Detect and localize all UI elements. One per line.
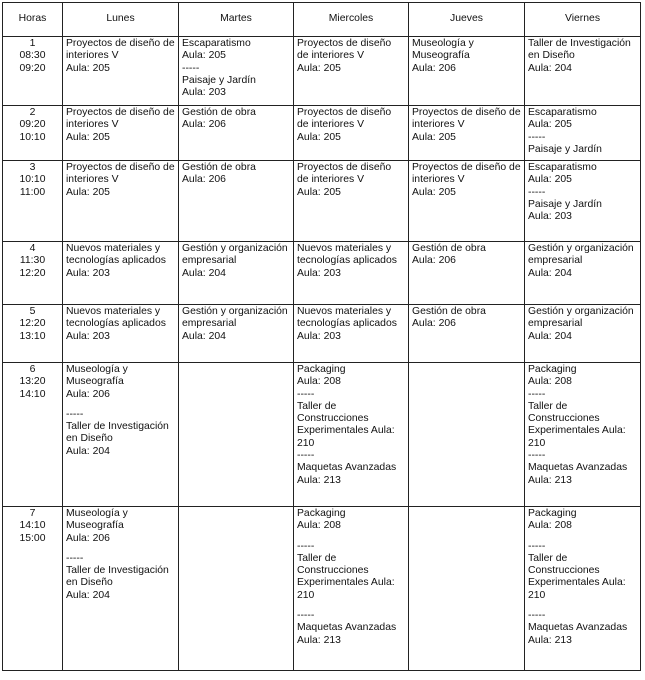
header-miercoles: Miercoles [294, 3, 409, 37]
hour-start: 09:20 [19, 119, 46, 131]
hour-cell [3, 363, 63, 507]
header-jueves: Jueves [409, 3, 525, 37]
aula: Aula: 205 [412, 186, 456, 198]
subject-2: Taller de Construcciones Experimentales Aula: 210 [528, 552, 626, 601]
table-row [3, 106, 641, 161]
subject: Gestión de obra [182, 107, 256, 118]
hour-end: 10:10 [19, 131, 46, 143]
cell-martes-empty [179, 507, 294, 671]
table-row [3, 161, 641, 242]
aula: Aula: 206 [66, 532, 110, 544]
hour-start: 10:10 [19, 174, 46, 186]
header-lunes: Lunes [63, 3, 179, 37]
aula: Aula: 205 [297, 62, 341, 74]
cell-viernes [525, 37, 641, 106]
cell-viernes [525, 161, 641, 242]
subject: Nuevos materiales y tecnologías aplicados [297, 306, 397, 330]
cell-miercoles [294, 507, 409, 671]
subject: Nuevos materiales y tecnologías aplicados [66, 306, 166, 330]
subject: Nuevos materiales y tecnologías aplicados [297, 243, 397, 267]
table-row [3, 242, 641, 305]
aula-3: Aula: 213 [528, 634, 572, 646]
aula: Aula: 205 [297, 186, 341, 198]
subject: Gestión y organización empresarial [182, 306, 288, 330]
subject: Museología y Museografía [66, 364, 128, 388]
cell-lunes [63, 507, 179, 671]
cell-jueves [409, 106, 525, 161]
cell-viernes [525, 106, 641, 161]
subject: Proyectos de diseño de interiores V [297, 162, 392, 186]
hour-end: 15:00 [19, 532, 46, 544]
aula: Aula: 206 [412, 255, 456, 267]
hour-number: 1 [29, 38, 36, 49]
subject-2: Taller de Construcciones Experimentales Aula: 210 [297, 552, 395, 601]
subject-3: Maquetas Avanzadas [528, 622, 628, 634]
aula: Aula: 208 [297, 376, 341, 388]
aula: Aula: 208 [297, 520, 341, 532]
header-viernes: Viernes [525, 3, 641, 37]
subject-2: Paisaje y Jardín [182, 74, 256, 86]
aula-2: Aula: 204 [66, 445, 110, 457]
aula-3: Aula: 213 [528, 474, 572, 486]
cell-viernes [525, 363, 641, 507]
aula: Aula: 203 [66, 267, 110, 279]
cell-jueves-empty [409, 363, 525, 507]
cell-viernes [525, 242, 641, 305]
aula: Aula: 206 [66, 388, 110, 400]
separator-2: ----- [528, 610, 546, 622]
subject-2: Taller de Construcciones Experimentales Aula: 210 [528, 400, 626, 449]
subject: Proyectos de diseño de interiores V [66, 162, 175, 186]
cell-lunes [63, 242, 179, 305]
separator: ----- [66, 552, 84, 564]
hour-start: 08:30 [19, 50, 46, 62]
subject-3: Maquetas Avanzadas [297, 622, 397, 634]
hour-cell [3, 242, 63, 305]
hour-cell [3, 106, 63, 161]
aula: Aula: 205 [66, 62, 110, 74]
cell-viernes [525, 507, 641, 671]
aula: Aula: 205 [297, 131, 341, 143]
subject: Gestión y organización empresarial [182, 243, 288, 267]
subject: Packaging [528, 508, 577, 519]
aula: Aula: 205 [66, 186, 110, 198]
aula: Aula: 203 [66, 330, 110, 342]
separator: ----- [528, 540, 546, 552]
cell-miercoles [294, 37, 409, 106]
subject: Escaparatismo [182, 38, 251, 49]
hour-end: 11:00 [19, 186, 46, 198]
hour-cell [3, 37, 63, 106]
hour-cell [3, 305, 63, 363]
aula: Aula: 205 [182, 50, 226, 62]
header-row [3, 3, 641, 37]
aula: Aula: 205 [66, 131, 110, 143]
subject-2: Taller de Investigación en Diseño [66, 421, 169, 445]
aula: Aula: 208 [528, 520, 572, 532]
header-horas: Horas [3, 3, 63, 37]
cell-jueves-empty [409, 507, 525, 671]
cell-lunes [63, 106, 179, 161]
cell-martes-empty [179, 363, 294, 507]
cell-lunes [63, 37, 179, 106]
hour-cell [3, 161, 63, 242]
subject: Gestión de obra [412, 243, 486, 254]
cell-jueves [409, 161, 525, 242]
cell-miercoles [294, 363, 409, 507]
cell-martes [179, 161, 294, 242]
separator-2: ----- [297, 610, 315, 622]
aula: Aula: 203 [297, 267, 341, 279]
subject: Gestión y organización empresarial [528, 306, 634, 330]
cell-miercoles [294, 161, 409, 242]
aula-2: Aula: 204 [66, 589, 110, 601]
subject: Proyectos de diseño de interiores V [297, 107, 392, 131]
aula: Aula: 204 [528, 330, 572, 342]
aula: Aula: 208 [528, 376, 572, 388]
separator: ----- [182, 62, 200, 74]
cell-martes [179, 106, 294, 161]
table-row [3, 363, 641, 507]
subject: Gestión y organización empresarial [528, 243, 634, 267]
cell-lunes [63, 363, 179, 507]
subject-2: Paisaje y Jardín [528, 198, 602, 210]
cell-jueves [409, 242, 525, 305]
hour-number: 5 [29, 306, 36, 317]
subject: Gestión de obra [412, 306, 486, 317]
table-row [3, 305, 641, 363]
hour-number: 3 [29, 162, 36, 173]
subject: Gestión de obra [182, 162, 256, 173]
cell-miercoles [294, 242, 409, 305]
hour-start: 11:30 [19, 255, 46, 267]
cell-jueves [409, 305, 525, 363]
subject-3: Maquetas Avanzadas [528, 462, 628, 474]
hour-number: 6 [29, 364, 36, 375]
subject: Escaparatismo [528, 107, 597, 118]
cell-lunes [63, 305, 179, 363]
aula: Aula: 205 [528, 174, 572, 186]
hour-start: 13:20 [19, 376, 46, 388]
aula: Aula: 204 [528, 267, 572, 279]
hour-number: 7 [29, 508, 36, 519]
subject: Nuevos materiales y tecnologías aplicados [66, 243, 166, 267]
cell-lunes [63, 161, 179, 242]
aula-3: Aula: 213 [297, 474, 341, 486]
separator: ----- [528, 388, 546, 400]
aula: Aula: 204 [182, 267, 226, 279]
aula: Aula: 206 [412, 318, 456, 330]
subject-2: Paisaje y Jardín [528, 143, 602, 155]
table-row [3, 507, 641, 671]
subject: Proyectos de diseño de interiores V [66, 38, 175, 62]
separator: ----- [528, 186, 546, 198]
aula-2: Aula: 203 [182, 87, 226, 99]
hour-end: 12:20 [19, 267, 46, 279]
cell-miercoles [294, 106, 409, 161]
hour-start: 12:20 [19, 318, 46, 330]
cell-martes [179, 242, 294, 305]
separator: ----- [297, 388, 315, 400]
header-martes: Martes [179, 3, 294, 37]
subject: Museología y Museografía [66, 508, 128, 532]
cell-martes [179, 305, 294, 363]
aula: Aula: 206 [412, 62, 456, 74]
subject: Escaparatismo [528, 162, 597, 173]
subject: Taller de Investigación en Diseño [528, 38, 631, 62]
aula: Aula: 205 [412, 131, 456, 143]
subject: Proyectos de diseño de interiores V [297, 38, 392, 62]
aula-2: Aula: 203 [528, 211, 572, 223]
cell-viernes [525, 305, 641, 363]
subject: Proyectos de diseño de interiores V [412, 162, 521, 186]
subject: Packaging [528, 364, 577, 375]
subject: Proyectos de diseño de interiores V [66, 107, 175, 131]
subject: Packaging [297, 508, 346, 519]
aula: Aula: 203 [297, 330, 341, 342]
aula: Aula: 205 [528, 119, 572, 131]
separator: ----- [297, 540, 315, 552]
separator: ----- [66, 408, 84, 420]
aula: Aula: 204 [182, 330, 226, 342]
cell-jueves [409, 37, 525, 106]
schedule-table [2, 2, 641, 671]
hour-number: 2 [29, 107, 36, 118]
hour-cell [3, 507, 63, 671]
hour-number: 4 [29, 243, 36, 254]
aula: Aula: 206 [182, 119, 226, 131]
hour-end: 13:10 [19, 330, 46, 342]
hour-end: 09:20 [19, 62, 46, 74]
separator-2: ----- [297, 450, 315, 462]
aula: Aula: 204 [528, 62, 572, 74]
cell-miercoles [294, 305, 409, 363]
subject-2: Taller de Construcciones Experimentales Aula: 210 [297, 400, 395, 449]
subject-2: Taller de Investigación en Diseño [66, 565, 169, 589]
aula-3: Aula: 213 [297, 634, 341, 646]
cell-martes [179, 37, 294, 106]
separator-2: ----- [528, 450, 546, 462]
subject: Packaging [297, 364, 346, 375]
table-row [3, 37, 641, 106]
subject-3: Maquetas Avanzadas [297, 462, 397, 474]
hour-start: 14:10 [19, 520, 46, 532]
separator: ----- [528, 131, 546, 143]
hour-end: 14:10 [19, 388, 46, 400]
aula: Aula: 206 [182, 174, 226, 186]
subject: Proyectos de diseño de interiores V [412, 107, 521, 131]
subject: Museología y Museografía [412, 38, 474, 62]
